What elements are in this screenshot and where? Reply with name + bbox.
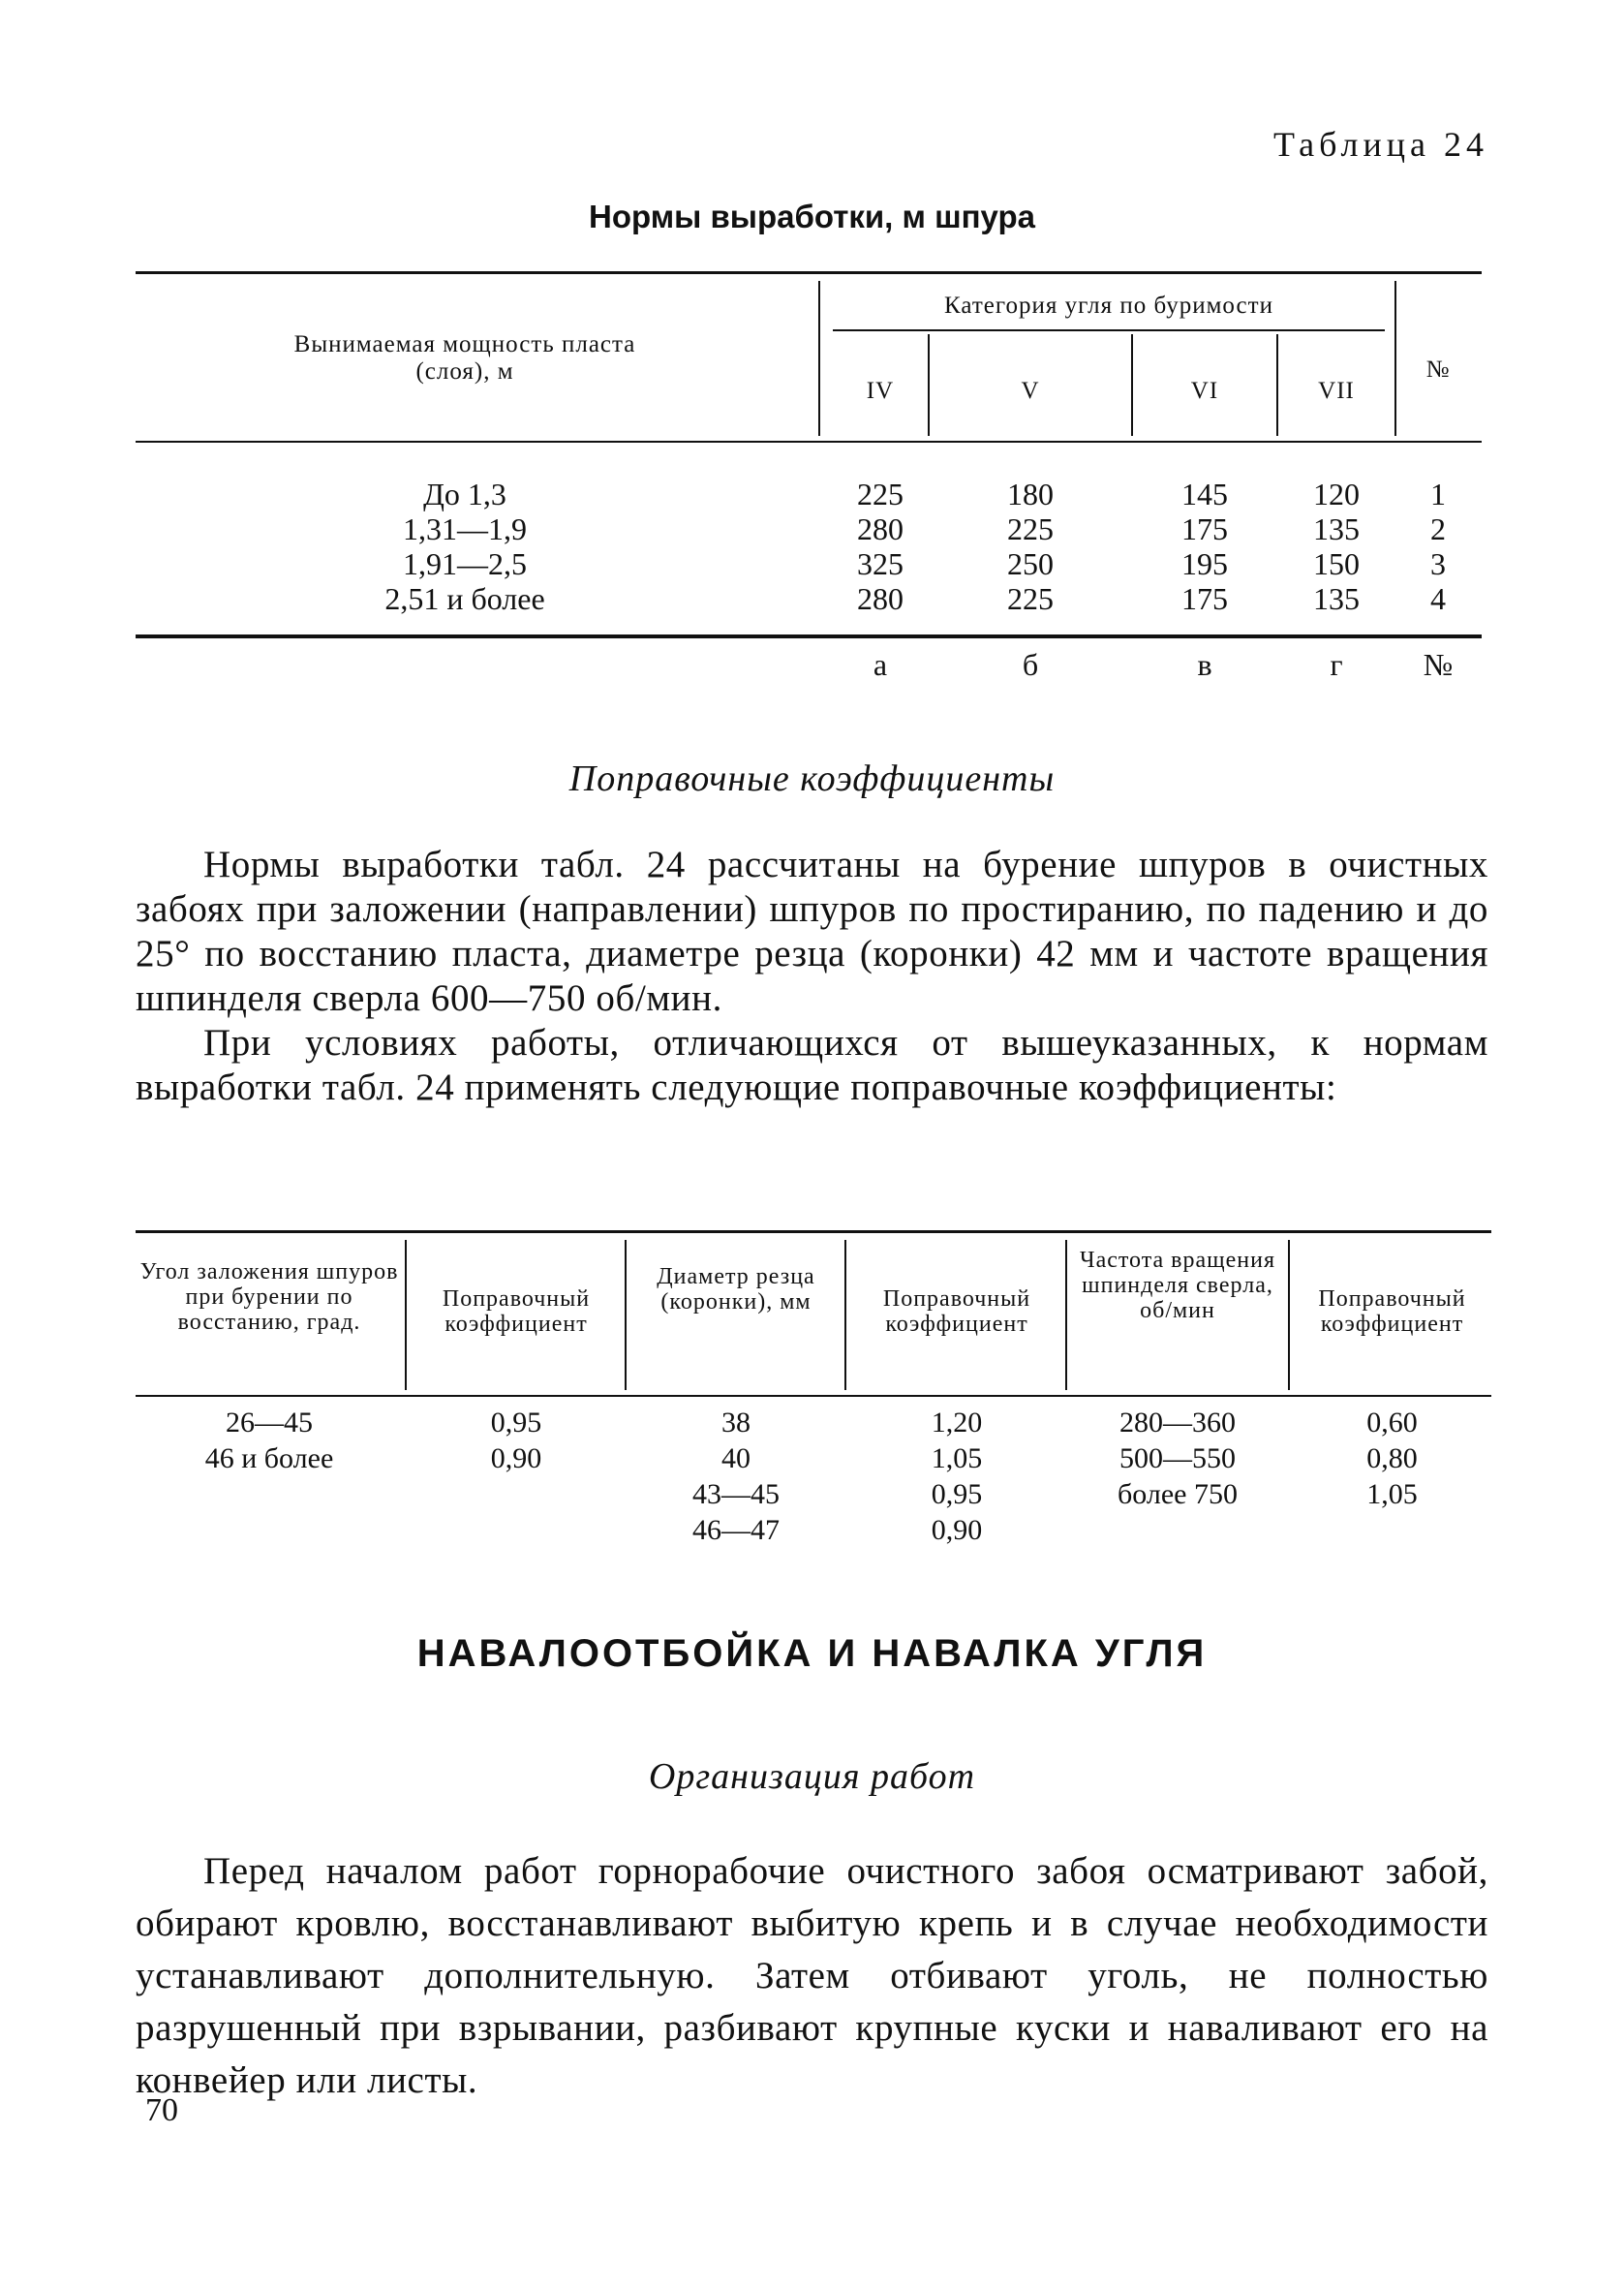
paragraph-2: При условиях работы, отличающихся от вышеуказанных, к нормам выработки табл. 24 применять следующие поправочные коэффициенты:	[136, 1022, 1488, 1108]
body-text-1	[136, 843, 1488, 1110]
coef-header-k3: Поправочный коэффициент	[1318, 1286, 1466, 1337]
col-header-iv: IV	[866, 378, 895, 404]
paragraph-3: Перед началом работ горнорабочие очистного забоя осматривают забой, обирают кровлю, восстанавливают выбитую крепь и в случае необходимости устанавливают дополнительную. Затем отбивают уголь, не полностью разрушенный при взрывании, разбивают крупные куски и наваливают его на конвейер или листы.	[136, 1850, 1488, 2101]
table-header-rule	[136, 441, 1482, 443]
cell: 225	[1007, 581, 1054, 616]
list-item: 40	[721, 1442, 751, 1474]
num-header: №	[1425, 356, 1451, 383]
footer-letter-a: а	[873, 647, 888, 682]
list-item: 0,90	[490, 1442, 542, 1474]
row-label: До 1,3	[423, 477, 506, 511]
list-item: 500—550	[1119, 1442, 1236, 1474]
table-title: Нормы выработки, м шпура	[589, 199, 1035, 234]
coef-vline-3	[844, 1240, 846, 1390]
cell: 135	[1313, 511, 1360, 546]
table-row	[0, 546, 1624, 581]
col-header-vi: VI	[1190, 378, 1219, 404]
table-caption: Таблица 24	[1273, 125, 1488, 164]
coef-col-angle	[136, 1405, 403, 1476]
footer-letter-g: г	[1330, 647, 1343, 682]
coef-col-k3	[1293, 1405, 1491, 1512]
list-item: 43—45	[692, 1478, 780, 1510]
vline-1	[818, 281, 820, 436]
list-item: 46—47	[692, 1514, 780, 1546]
organization-heading: Организация работ	[648, 1756, 976, 1797]
cell: 150	[1313, 546, 1360, 581]
row-number: 1	[1430, 477, 1446, 511]
list-item: 0,60	[1366, 1407, 1418, 1438]
list-item: 1,20	[931, 1407, 983, 1438]
list-item: 280—360	[1119, 1407, 1236, 1438]
cell: 225	[857, 477, 904, 511]
paragraph-1: Нормы выработки табл. 24 рассчитаны на бурение шпуров в очистных забоях при заложении (направлении) шпуров по простиранию, по падению и до 25° по восстанию пласта, диаметре резца (коронки) 42 мм и частоте вращения шпинделя сверла 600—750 об/мин.	[136, 844, 1488, 1019]
page-number: 70	[145, 2092, 178, 2128]
coef-vline-1	[405, 1240, 407, 1390]
table-body	[0, 477, 1624, 616]
coef-header-angle: Угол заложения шпуров при бурении по восстанию, град.	[139, 1259, 399, 1335]
coef-vline-2	[625, 1240, 627, 1390]
coef-vline-5	[1288, 1240, 1290, 1390]
cell: 280	[857, 581, 904, 616]
list-item: 46 и более	[204, 1442, 334, 1474]
coef-col-k2	[849, 1405, 1064, 1548]
cell: 195	[1181, 546, 1228, 581]
coef-col-diameter	[629, 1405, 843, 1548]
footer-letter-b: б	[1022, 647, 1039, 682]
cell: 135	[1313, 581, 1360, 616]
coef-header-diameter: Диаметр резца (коронки), мм	[657, 1264, 815, 1315]
row-number: 3	[1430, 546, 1446, 581]
coef-vline-4	[1065, 1240, 1067, 1390]
coef-header-rule	[136, 1395, 1491, 1397]
table-row	[0, 477, 1624, 511]
list-item: 0,95	[931, 1478, 983, 1510]
coef-top-rule	[136, 1230, 1491, 1233]
body-text-2	[136, 1845, 1488, 2107]
footer-num: №	[1423, 647, 1454, 682]
group-header-rule	[833, 329, 1385, 331]
corrections-heading: Поправочные коэффициенты	[568, 758, 1056, 799]
row-label: 1,91—2,5	[403, 546, 527, 581]
footer-letter-v: в	[1197, 647, 1212, 682]
cell: 175	[1181, 581, 1228, 616]
list-item: более 750	[1118, 1478, 1238, 1510]
list-item: 1,05	[931, 1442, 983, 1474]
coef-header-k1: Поправочный коэффициент	[442, 1286, 591, 1337]
row-number: 4	[1430, 581, 1446, 616]
group-header: Категория угля по буримости	[944, 293, 1273, 319]
row-number: 2	[1430, 511, 1446, 546]
cell: 325	[857, 546, 904, 581]
table-row	[0, 581, 1624, 616]
list-item: 1,05	[1366, 1478, 1418, 1510]
list-item: 0,80	[1366, 1442, 1418, 1474]
cell: 280	[857, 511, 904, 546]
row-label: 1,31—1,9	[403, 511, 527, 546]
list-item: 0,90	[931, 1514, 983, 1546]
cell: 180	[1007, 477, 1054, 511]
row-header: Вынимаемая мощность пласта (слоя), м	[293, 331, 636, 385]
coef-col-k1	[409, 1405, 624, 1476]
coef-header-k2: Поправочный коэффициент	[882, 1286, 1031, 1337]
cell: 120	[1313, 477, 1360, 511]
col-header-v: V	[1021, 378, 1040, 404]
table-row	[0, 511, 1624, 546]
row-label: 2,51 и более	[384, 581, 545, 616]
col-header-vii: VII	[1318, 378, 1355, 404]
cell: 225	[1007, 511, 1054, 546]
coef-header-speed: Частота вращения шпинделя сверла, об/мин	[1079, 1248, 1276, 1323]
list-item: 26—45	[226, 1407, 313, 1438]
cell: 250	[1007, 546, 1054, 581]
coef-col-speed	[1069, 1405, 1286, 1512]
table-top-rule	[136, 271, 1482, 274]
table-bottom-rule	[136, 634, 1482, 638]
list-item: 0,95	[490, 1407, 542, 1438]
cell: 175	[1181, 511, 1228, 546]
section-title: НАВАЛООТБОЙКА И НАВАЛКА УГЛЯ	[416, 1632, 1208, 1675]
cell: 145	[1181, 477, 1228, 511]
list-item: 38	[721, 1407, 751, 1438]
